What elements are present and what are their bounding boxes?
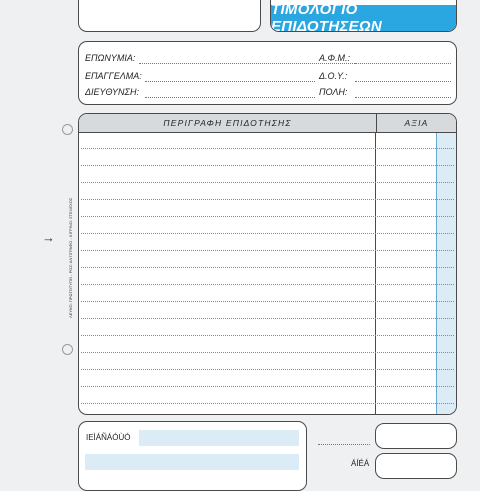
items-table xyxy=(78,113,457,415)
name-label: ΕΠΩΝΥΜΙΑ: xyxy=(85,53,136,63)
table-row[interactable] xyxy=(81,352,454,353)
table-row[interactable] xyxy=(81,301,454,302)
description-header-text: ΠΕΡΙΓΡΑΦΗ ΕΠΙΔΟΤΗΣΗΣ xyxy=(163,118,292,128)
footer-info-box xyxy=(78,421,307,491)
profession-field[interactable] xyxy=(145,81,315,82)
city-label: ΠΟΛΗ: xyxy=(319,87,348,97)
footer-field1-label: ΙΕÌÁÑÁÓÙÓ xyxy=(86,433,131,442)
address-label: ΔΙΕΥΘΥΝΣΗ: xyxy=(85,87,139,97)
customer-info-box xyxy=(78,41,457,105)
footer-field2-input[interactable] xyxy=(85,454,299,470)
profession-label: ΕΠΑΓΓΕΛΜΑ: xyxy=(85,71,142,81)
doy-label: Δ.Ο.Υ.: xyxy=(319,71,348,81)
table-row[interactable] xyxy=(81,233,454,234)
table-row[interactable] xyxy=(81,369,454,370)
table-row[interactable] xyxy=(81,250,454,251)
value-column-header xyxy=(376,114,456,133)
afm-label: Α.Φ.Μ.: xyxy=(319,53,351,63)
description-column-header xyxy=(79,114,376,133)
title-box xyxy=(270,0,457,32)
table-row[interactable] xyxy=(81,148,454,149)
binder-hole-bottom xyxy=(62,344,73,355)
column-divider xyxy=(375,133,376,415)
subtotal-dotted-line xyxy=(318,444,370,445)
table-row[interactable] xyxy=(81,199,454,200)
afm-field[interactable] xyxy=(355,63,451,64)
table-row[interactable] xyxy=(81,182,454,183)
total-box[interactable] xyxy=(375,453,457,479)
table-row[interactable] xyxy=(81,284,454,285)
table-row[interactable] xyxy=(81,267,454,268)
document-title: ΤΙΜΟΛΟΓΙΟ ΕΠΙΔΟΤΗΣΕΩΝ xyxy=(271,5,456,31)
table-row[interactable] xyxy=(81,165,454,166)
city-field[interactable] xyxy=(355,97,451,98)
table-row[interactable] xyxy=(81,403,454,404)
table-row[interactable] xyxy=(81,216,454,217)
binder-hole-top xyxy=(62,124,73,135)
margin-arrow-icon: → xyxy=(42,230,55,245)
address-field[interactable] xyxy=(145,97,315,98)
table-row[interactable] xyxy=(81,318,454,319)
copy-legend-text: ΛΕΥΚΟ: ΠΡΩΤΟΤΥΠΟ - ΡΟΖ: ΑΝΤΙΓΡΑΦΟ - ΚΙΤΡΙΝΟ: ΣΤΕΛΕΧΟΣ xyxy=(68,197,73,318)
footer-field1-input[interactable] xyxy=(139,430,299,446)
doy-field[interactable] xyxy=(355,81,451,82)
subtotal-box[interactable] xyxy=(375,423,457,449)
value-header-text: ΑΞΙΑ xyxy=(404,118,429,128)
table-row[interactable] xyxy=(81,386,454,387)
table-row[interactable] xyxy=(81,335,454,336)
total-label: ÁÍÉÁ xyxy=(351,459,370,468)
cents-column xyxy=(436,133,456,415)
issuer-box xyxy=(78,0,261,32)
